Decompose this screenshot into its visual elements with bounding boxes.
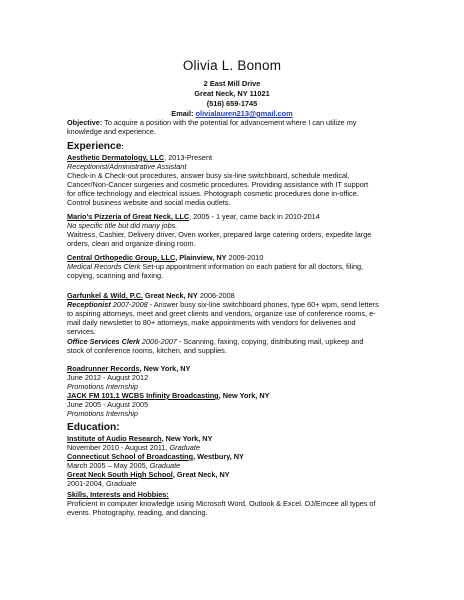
job-description-line: Waitress, Cashier, Delivery driver, Oven worker, prepared large catering orders, expedite large — [67, 230, 372, 239]
school-note: Graduate — [149, 461, 181, 470]
job-header — [67, 291, 235, 300]
job-title-line — [67, 337, 363, 346]
job-description-line: - Scanning, faxing, copying, distributing mail, upkeep and — [176, 337, 364, 346]
job-description-line: Cancer/Non-Cancer surgeries and cosmetic procedures. Providing assistance with IT support — [67, 180, 369, 189]
job-location: , New York, NY — [218, 391, 270, 400]
address-line-2: Great Neck, NY 11021 — [194, 89, 270, 98]
skills-line: Proficient in computer knowledge using Microsoft Word, Outlook & Excel. DJ/Emcee all types of — [67, 499, 376, 508]
job-title-dates: 2007-2008 — [110, 300, 148, 309]
job-description-line: mail daily newsletter to 80+ attorneys, make appointments with vendors for deliveries and — [67, 318, 356, 327]
school-header — [67, 452, 244, 461]
job-title: No specific title but did many jobs. — [67, 221, 178, 230]
school-header — [67, 434, 212, 443]
email-link[interactable]: olivialauren213@gmail.com — [195, 109, 293, 118]
job-description-line: Control business website and social media outlets. — [67, 198, 231, 207]
job-title-line — [67, 300, 379, 309]
phone-number: (516) 659-1745 — [206, 99, 258, 108]
experience-heading-text: Experience — [67, 141, 122, 152]
school-dates: November 2010 - August 2011, — [67, 443, 170, 452]
school-location: , New York, NY — [161, 434, 213, 443]
job-description-line: Check-in & Check-out procedures, answer busy six-line switchboard, schedule medical, — [67, 171, 350, 180]
school-name: Institute of Audio Research — [67, 434, 162, 443]
experience-heading — [67, 141, 124, 152]
job-dates: June 2005 - August 2005 — [67, 400, 149, 409]
address-line-1: 2 East Mill Drive — [203, 79, 261, 88]
objective-text-1: To acquire a position with the potential for advancement where I can utilize my — [102, 118, 357, 127]
email-label: Email: — [171, 109, 194, 118]
job-title: Medical Records Clerk — [67, 262, 141, 271]
school-dates: March 2005 – May 2005, — [67, 461, 150, 470]
school-header — [67, 470, 230, 479]
education-heading: Education: — [67, 422, 120, 433]
job-header — [67, 212, 320, 221]
employer-name: Aesthetic Dermatology, LLC — [67, 153, 165, 162]
job-header — [67, 153, 212, 162]
school-dates: 2001-2004, — [67, 479, 106, 488]
job-dates: June 2012 - August 2012 — [67, 373, 149, 382]
school-name: Connecticut School of Broadcasting — [67, 452, 194, 461]
employer-name: Roadrunner Records — [67, 364, 140, 373]
job-description-line: stock of conference rooms, kitchen, and supplies. — [67, 346, 227, 355]
job-description-line: orders, clean and organize dining room. — [67, 239, 196, 248]
job-header — [67, 364, 190, 373]
employer-name: Garfunkel & Wild, P.C. — [67, 291, 144, 300]
job-title-dates: 2006-2007 — [139, 337, 177, 346]
job-dates: , 2013-Present — [164, 153, 213, 162]
school-location: , Great Neck, NY — [172, 470, 230, 479]
job-description-line: copying, scanning and faxing. — [67, 271, 164, 280]
job-description-line: - Answer busy six-line switchboard phones, type 60+ wpm, send letters — [147, 300, 379, 309]
job-dates: , 2005 - 1 year, came back in 2010-2014 — [189, 212, 320, 221]
school-note: Graduate — [105, 479, 137, 488]
job-title: Office Services Clerk — [67, 337, 140, 346]
objective-label: Objective: — [67, 118, 103, 127]
job-title: Promotions Internship — [67, 409, 138, 418]
email-line — [0, 109, 464, 118]
job-description-line: for office technology and electrical issues. Photograph cosmetic procedures done in-office. — [67, 189, 359, 198]
job-description-line: Set-up appointment information on each patient for all doctors, filing, — [140, 262, 364, 271]
job-title: Receptionist — [67, 300, 111, 309]
school-dates-line — [67, 461, 180, 470]
job-title: Promotions Internship — [67, 382, 138, 391]
school-dates-line — [67, 479, 136, 488]
school-note: Graduate — [169, 443, 200, 452]
skills-line: events. Photography, reading, and dancing. — [67, 508, 208, 517]
objective-line-1 — [67, 118, 356, 127]
job-title-line — [67, 262, 363, 271]
school-location: , Westbury, NY — [193, 452, 244, 461]
employer-name: Mario's Pizzeria of Great Neck, LLC — [67, 212, 190, 221]
school-name: Great Neck South High School — [67, 470, 173, 479]
job-title: Receptionist/Administrative Assistant — [67, 162, 187, 171]
employer-name: Central Orthopedic Group, LLC — [67, 253, 176, 262]
job-header — [67, 253, 263, 262]
job-dates: 2009-2010 — [226, 253, 264, 262]
job-header — [67, 391, 269, 400]
job-description-line: services. — [67, 327, 96, 336]
job-dates: 2006-2008 — [197, 291, 235, 300]
resume-name: Olivia L. Bonom — [182, 58, 282, 73]
job-location: Great Neck, NY — [143, 291, 198, 300]
employer-name: JACK FM 101.1 WCBS Infinity Broadcasting — [67, 391, 219, 400]
job-description-line: to aspiring attorneys, meet and greet clients and vendors, organize use of conference rooms, e- — [67, 309, 376, 318]
job-location: , Plainview, NY — [175, 253, 227, 262]
skills-heading: Skills, Interests and Hobbies: — [67, 490, 169, 499]
experience-heading-colon: : — [121, 142, 124, 151]
job-location: , New York, NY — [139, 364, 191, 373]
school-dates-line — [67, 443, 200, 452]
objective-line-2: knowledge and experience. — [67, 127, 156, 136]
